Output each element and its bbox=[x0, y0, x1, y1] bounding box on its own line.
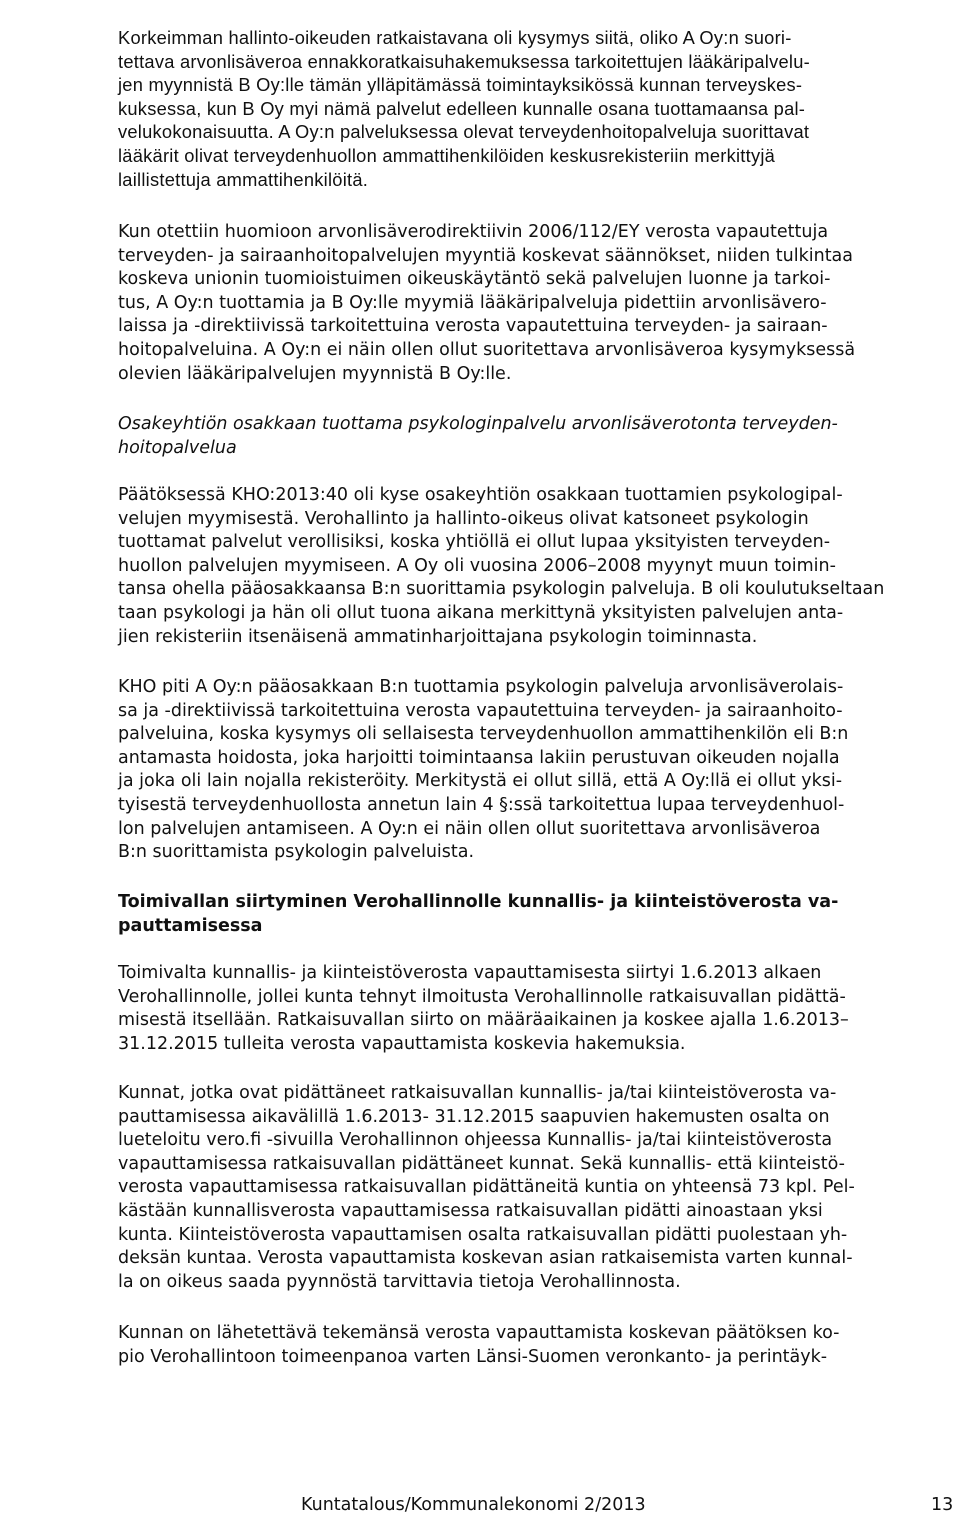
text-line: Kunnat, jotka ovat pidättäneet ratkaisuvallan kunnallis- ja/tai kiinteistöverosta va- bbox=[118, 1083, 837, 1103]
text-line: tyisestä terveydenhuollosta annetun lain 4 §:ssä tarkoitettua lupaa terveydenhuol- bbox=[118, 794, 845, 815]
text-line: Kunnan on lähetettävä tekemänsä verosta vapauttamista koskevan päätöksen ko- bbox=[118, 1323, 840, 1343]
paragraph-case-summary bbox=[118, 26, 810, 191]
text-line: velukokonaisuutta. A Oy:n palveluksessa olevat terveydenhoitopalveluja suorittavat bbox=[118, 121, 810, 143]
text-line: pio Verohallintoon toimeenpanoa varten Länsi-Suomen veronkanto- ja perintäyk- bbox=[118, 1346, 828, 1367]
text-line: olevien lääkäripalvelujen myynnistä B Oy:lle. bbox=[118, 363, 512, 384]
text-line: KHO piti A Oy:n pääosakkaan B:n tuottamia psykologin palveluja arvonlisäverolais- bbox=[118, 677, 844, 697]
paragraph-decision-vat-exemption bbox=[118, 221, 855, 386]
text-line: Toimivalta kunnallis- ja kiinteistöverosta vapauttamisesta siirtyi 1.6.2013 alkaen bbox=[118, 963, 822, 983]
paragraph-kho-ruling bbox=[118, 676, 848, 865]
text-line: verosta vapauttamisessa ratkaisuvallan pidättäneitä kuntia on yhteensä 73 kpl. Pel- bbox=[118, 1177, 855, 1198]
section-heading-psychologist bbox=[118, 413, 838, 460]
section-heading-jurisdiction bbox=[118, 891, 838, 938]
text-line: palveluina, koska kysymys oli sellaisesta terveydenhuollon ammattihenkilön eli B:n bbox=[118, 724, 849, 745]
paragraph-jurisdiction-transfer bbox=[118, 962, 849, 1056]
text-line: Verohallinnolle, jollei kunta tehnyt ilmoitusta Verohallinnolle ratkaisuvallan pidättä- bbox=[118, 986, 846, 1007]
text-line: antamasta hoidosta, joka harjoitti toimintaansa lakiin perustuvan oikeuden nojalla bbox=[118, 747, 840, 768]
paragraph-kho-2013-40 bbox=[118, 484, 884, 649]
text-line: hoitopalveluina. A Oy:n ei näin ollen ollut suoritettava arvonlisäveroa kysymyksessä bbox=[118, 339, 856, 360]
text-line: tettava arvonlisäveroa ennakkoratkaisuhakemuksessa tarkoitettujen lääkäripalvelu- bbox=[118, 50, 810, 72]
text-line: pauttamisessa aikavälillä 1.6.2013- 31.12.2015 saapuvien hakemusten osalta on bbox=[118, 1106, 830, 1127]
text-line: laillistettuja ammattihenkilöitä. bbox=[118, 168, 369, 190]
text-line: jen myynnistä B Oy:lle tämän ylläpitämässä toimintayksikössä kunnan terveyskes- bbox=[118, 74, 803, 96]
text-line: vapauttamisessa ratkaisuvallan pidättäneet kunnat. Sekä kunnallis- että kiinteistö- bbox=[118, 1153, 845, 1174]
text-line: tus, A Oy:n tuottamia ja B Oy:lle myymiä lääkäripalveluja pidettiin arvonlisävero- bbox=[118, 292, 827, 313]
text-line: B:n suorittamista psykologin palveluista. bbox=[118, 842, 475, 863]
text-line: koskeva unionin tuomioistuimen oikeuskäytäntö sekä palvelujen luonne ja tarkoi- bbox=[118, 269, 831, 290]
text-line: la on oikeus saada pyynnöstä tarvittavia tietoja Verohallinnosta. bbox=[118, 1271, 681, 1292]
text-line: lääkärit olivat terveydenhuollon ammattihenkilöiden keskusrekisteriin merkittyjä bbox=[118, 144, 776, 166]
journal-title: Kuntatalous/Kommunalekonomi 2/2013 bbox=[301, 1495, 646, 1515]
heading-line: hoitopalvelua bbox=[118, 437, 237, 458]
text-line: tansa ohella pääosakkaansa B:n suorittamia psykologin palveluja. B oli koulutukseltaan bbox=[118, 579, 885, 600]
text-line: 31.12.2015 tulleita verosta vapauttamista koskevia hakemuksia. bbox=[118, 1033, 686, 1054]
text-line: kuksessa, kun B Oy myi nämä palvelut edelleen kunnalle osana tuottamaansa pal- bbox=[118, 97, 806, 119]
heading-line: pauttamisessa bbox=[118, 915, 263, 936]
text-line: misestä itsellään. Ratkaisuvallan siirto on määräaikainen ja koskee ajalla 1.6.2013– bbox=[118, 1010, 849, 1031]
text-line: Korkeimman hallinto-oikeuden ratkaistavana oli kysymys siitä, oliko A Oy:n suori- bbox=[118, 27, 792, 48]
text-line: terveyden- ja sairaanhoitopalvelujen myyntiä koskevat säännökset, niiden tulkintaa bbox=[118, 245, 854, 266]
text-line: lon palvelujen antamiseen. A Oy:n ei näin ollen ollut suoritettava arvonlisäveroa bbox=[118, 818, 821, 839]
text-line: laissa ja -direktiivissä tarkoitettuina verosta vapautettuina terveyden- ja sairaan- bbox=[118, 316, 828, 337]
page-number: 13 bbox=[931, 1495, 954, 1515]
text-line: kästään kunnallisverosta vapauttamisessa ratkaisuvallan pidätti ainoastaan yksi bbox=[118, 1200, 823, 1221]
heading-line: Toimivallan siirtyminen Verohallinnolle kunnallis- ja kiinteistöverosta va- bbox=[118, 892, 839, 912]
paragraph-decision-submission bbox=[118, 1322, 839, 1369]
text-line: jien rekisteriin itsenäisenä ammatinharjoittajana psykologin toiminnasta. bbox=[118, 626, 758, 647]
text-line: kunta. Kiinteistöverosta vapauttamisen osalta ratkaisuvallan pidätti puolestaan yh- bbox=[118, 1224, 848, 1245]
text-line: huollon palvelujen myymiseen. A Oy oli vuosina 2006–2008 myynyt muun toimin- bbox=[118, 555, 836, 576]
paragraph-municipalities bbox=[118, 1082, 855, 1294]
text-line: taan psykologi ja hän oli ollut tuona aikana merkittynä yksityisten palvelujen anta- bbox=[118, 602, 844, 623]
text-line: velujen myymisestä. Verohallinto ja hallinto-oikeus olivat katsoneet psykologin bbox=[118, 508, 809, 529]
text-line: Päätöksessä KHO:2013:40 oli kyse osakeyhtiön osakkaan tuottamien psykologipal- bbox=[118, 485, 843, 505]
text-line: lueteloitu vero.fi -sivuilla Verohallinnon ohjeessa Kunnallis- ja/tai kiinteistöverosta bbox=[118, 1130, 833, 1151]
text-line: Kun otettiin huomioon arvonlisäverodirektiivin 2006/112/EY verosta vapautettuja bbox=[118, 222, 829, 242]
heading-line: Osakeyhtiön osakkaan tuottama psykologinpalvelu arvonlisäverotonta terveyden- bbox=[118, 414, 838, 434]
text-line: tuottamat palvelut verollisiksi, koska yhtiöllä ei ollut lupaa yksityisten terveyden- bbox=[118, 532, 831, 553]
text-line: deksän kuntaa. Verosta vapauttamista koskevan asian ratkaisemista varten kunnal- bbox=[118, 1248, 853, 1269]
text-line: sa ja -direktiivissä tarkoitettuina verosta vapautettuina terveyden- ja sairaanhoito- bbox=[118, 700, 843, 721]
text-line: ja joka oli lain nojalla rekisteröity. Merkitystä ei ollut sillä, että A Oy:llä ei ollut yksi- bbox=[118, 771, 843, 792]
